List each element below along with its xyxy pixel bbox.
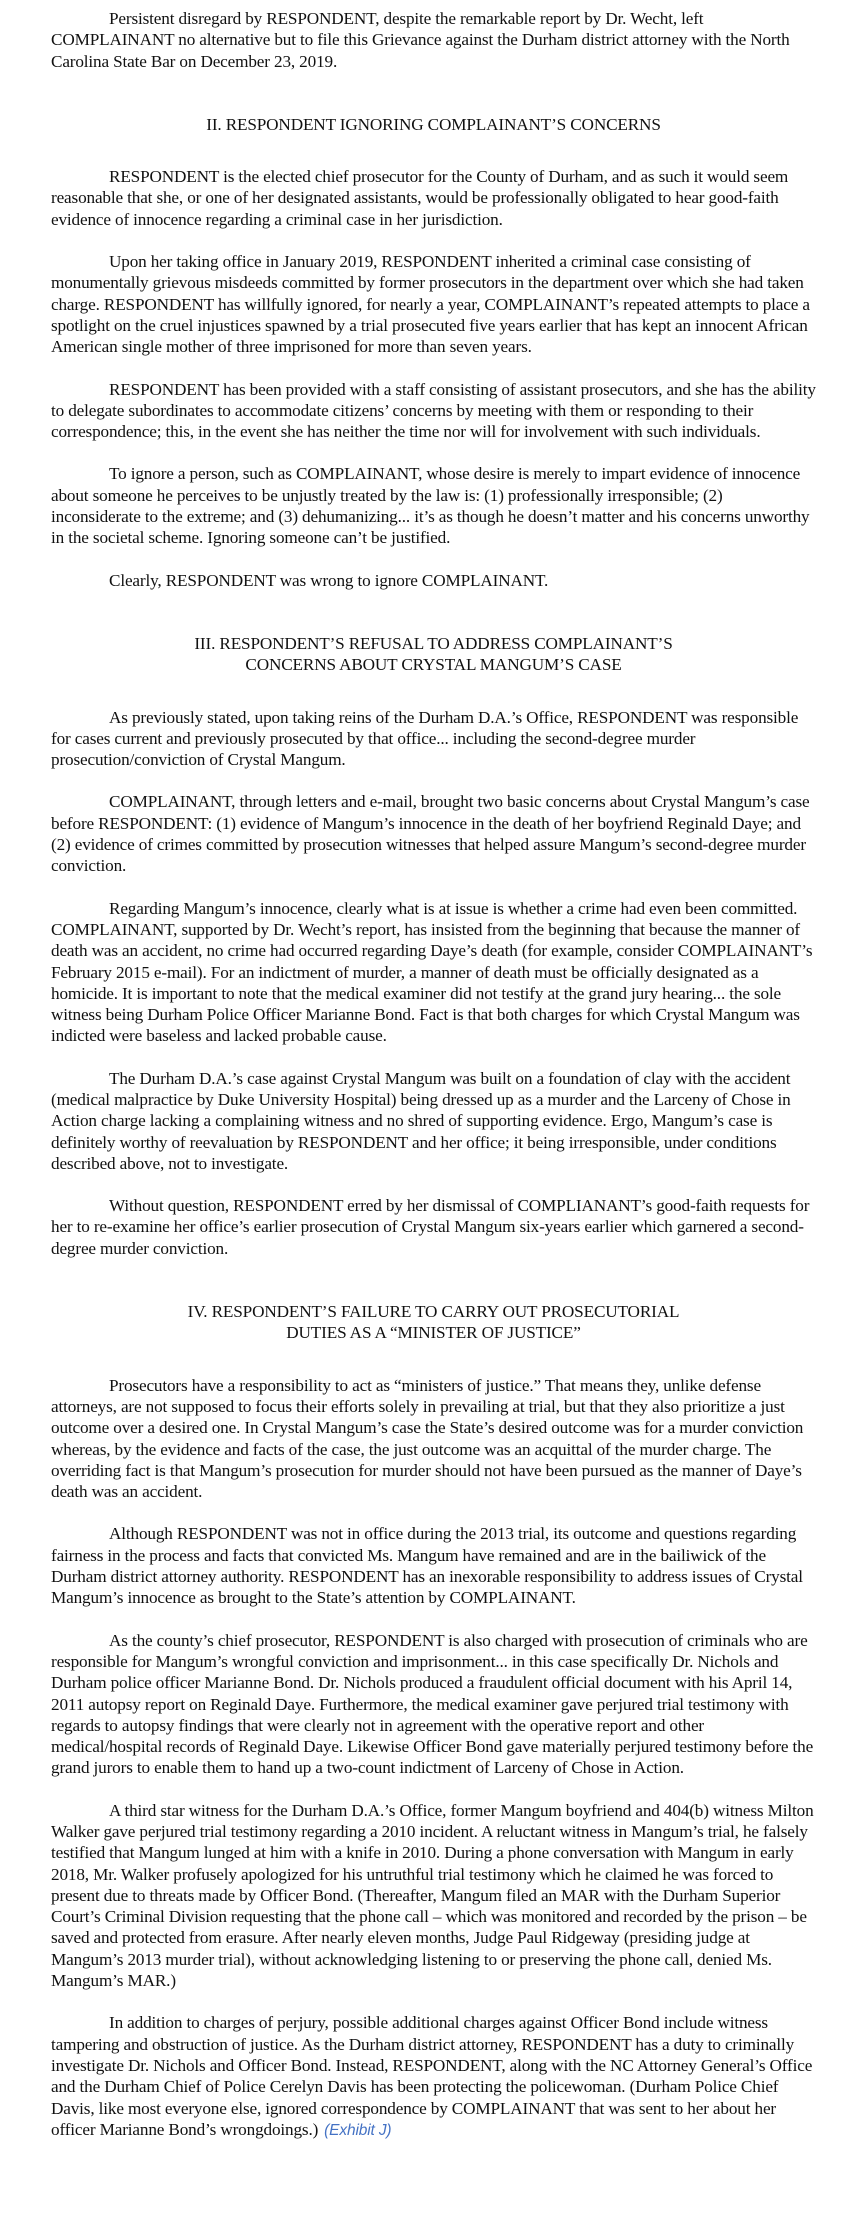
- section-3: [51, 633, 816, 1259]
- final-paragraph: [51, 2012, 816, 2141]
- paragraph: Without question, RESPONDENT erred by her dismissal of COMPLIANANT’s good-faith requests for her to re-examine her office’s earlier prosecution of Crystal Mangum six-years earlier which garnered a second-degree murder conviction.: [51, 1196, 810, 1258]
- paragraph: To ignore a person, such as COMPLAINANT, whose desire is merely to impart evidence of innocence about someone he perceives to be unjustly treated by the law is: (1) professionally irresponsible; (2) inconsiderate to the extreme; and (3) dehumanizing... it’s as though he doesn’t matter and his concerns unworthy in the societal scheme. Ignoring someone can’t be justified.: [51, 464, 810, 548]
- heading-line: II. RESPONDENT IGNORING COMPLAINANT’S CONCERNS: [206, 114, 661, 134]
- heading-line: DUTIES AS A “MINISTER OF JUSTICE”: [286, 1323, 581, 1343]
- heading-line: IV. RESPONDENT’S FAILURE TO CARRY OUT PROSECUTORIAL: [187, 1302, 680, 1322]
- heading-line: CONCERNS ABOUT CRYSTAL MANGUM’S CASE: [245, 655, 622, 675]
- section-2-heading: [51, 114, 816, 135]
- paragraph: Regarding Mangum’s innocence, clearly what is at issue is whether a crime had even been committed. COMPLAINANT, supported by Dr. Wecht’s report, has insisted from the beginning that because the manner of death was an accident, no crime had occurred regarding Daye’s death (for example, consider COMPLAINANT’s February 2015 e-mail). For an indictment of murder, a manner of death must be officially designated as a homicide. It is important to note that the medical examiner did not testify at the grand jury hearing... the sole witness being Durham Police Officer Marianne Bond. Fact is that both charges for which Crystal Mangum was indicted were baseless and lacked probable cause.: [51, 898, 813, 1046]
- paragraph: As previously stated, upon taking reins of the Durham D.A.’s Office, RESPONDENT was responsible for cases current and previously prosecuted by that office... including the second-degree murder prosecution/conviction of Crystal Mangum.: [51, 707, 799, 770]
- section-4-heading: [51, 1301, 816, 1344]
- section-4: [51, 1301, 816, 2141]
- section-2: [51, 114, 816, 591]
- paragraph: RESPONDENT is the elected chief prosecutor for the County of Durham, and as such it would seem reasonable that she, or one of her designated assistants, would be professionally obligated to hear good-faith evidence of innocence regarding a criminal case in her jurisdiction.: [51, 167, 789, 229]
- intro-paragraph: Persistent disregard by RESPONDENT, despite the remarkable report by Dr. Wecht, left COMPLAINANT no alternative but to file this Grievance against the Durham district attorney with the North Carolina State Bar on December 23, 2019.: [51, 9, 790, 71]
- paragraph: The Durham D.A.’s case against Crystal Mangum was built on a foundation of clay with the accident (medical malpractice by Duke University Hospital) being dressed up as a murder and the Larceny of Chose in Action charge lacking a complaining witness and no shred of supporting evidence. Ergo, Mangum’s case is definitely worthy of reevaluation by RESPONDENT and her office; it being irresponsible, under conditions described above, not to investigate.: [51, 1068, 791, 1173]
- paragraph: Clearly, RESPONDENT was wrong to ignore COMPLAINANT.: [109, 570, 549, 590]
- paragraph: Although RESPONDENT was not in office during the 2013 trial, its outcome and questions regarding fairness in the process and facts that convicted Ms. Mangum have remained and are in the bailiwick of the Durham district attorney authority. RESPONDENT has an inexorable responsibility to address issues of Crystal Mangum’s innocence as brought to the State’s attention by COMPLAINANT.: [51, 1524, 803, 1608]
- paragraph: Prosecutors have a responsibility to act as “ministers of justice.” That means they, unlike defense attorneys, are not supposed to focus their efforts solely in prevailing at trial, but that they also prioritize a just outcome over a desired one. In Crystal Mangum’s case the State’s desired outcome was for a murder conviction whereas, by the evidence and facts of the case, the just outcome was an acquittal of the murder charge. The overriding fact is that Mangum’s prosecution for murder should not have been pursued as the manner of Daye’s death was an accident.: [51, 1375, 804, 1502]
- paragraph: A third star witness for the Durham D.A.’s Office, former Mangum boyfriend and 404(b) witness Milton Walker gave perjured trial testimony regarding a 2010 incident. A reluctant witness in Mangum’s trial, he falsely testified that Mangum lunged at him with a knife in 2010. During a phone conversation with Mangum in early 2018, Mr. Walker profusely apologized for his untruthful trial testimony which he claimed he was forced to present due to threats made by Officer Bond. (Thereafter, Mangum filed an MAR with the Durham Superior Court’s Criminal Division requesting that the phone call – which was monitored and recorded by the prison – be saved and protected from erasure. After nearly eleven months, Judge Paul Ridgeway (presiding judge at Mangum’s 2013 murder trial), without acknowledging listening to or preserving the phone call, denied Ms. Mangum’s MAR.): [51, 1800, 814, 1991]
- paragraph: Upon her taking office in January 2019, RESPONDENT inherited a criminal case consisting of monumentally grievous misdeeds committed by former prosecutors in the department over which she had taken charge. RESPONDENT has willfully ignored, for nearly a year, COMPLAINANT’s repeated attempts to place a spotlight on the cruel injustices spawned by a trial prosecuted five years earlier that has kept an innocent African American single mother of three imprisoned for more than seven years.: [51, 252, 810, 357]
- heading-line: III. RESPONDENT’S REFUSAL TO ADDRESS COMPLAINANT’S: [194, 633, 673, 653]
- final-paragraph-text: In addition to charges of perjury, possible additional charges against Officer Bond include witness tampering and obstruction of justice. As the Durham district attorney, RESPONDENT has a duty to criminally investigate Dr. Nichols and Officer Bond. Instead, RESPONDENT, along with the NC Attorney General’s Office and the Durham Chief of Police Cerelyn Davis has been protecting the policewoman. (Durham Police Chief Davis, like most everyone else, ignored correspondence by COMPLAINANT that was sent to her about her officer Marianne Bond’s wrongdoings.): [51, 2013, 813, 2139]
- section-3-heading: [51, 633, 816, 676]
- exhibit-j-link[interactable]: (Exhibit J): [324, 2121, 392, 2139]
- paragraph: As the county’s chief prosecutor, RESPONDENT is also charged with prosecution of criminals who are responsible for Mangum’s wrongful conviction and imprisonment... in this case specifically Dr. Nichols and Durham police officer Marianne Bond. Dr. Nichols produced a fraudulent official document with his April 14, 2011 autopsy report on Reginald Daye. Furthermore, the medical examiner gave perjured trial testimony with regards to autopsy findings that were clearly not in agreement with the operative report and other medical/hospital records of Reginald Daye. Likewise Officer Bond gave materially perjured testimony before the grand jurors to enable them to hand up a two-count indictment of Larceny of Chose in Action.: [51, 1630, 814, 1778]
- paragraph: COMPLAINANT, through letters and e-mail, brought two basic concerns about Crystal Mangum’s case before RESPONDENT: (1) evidence of Mangum’s innocence in the death of her boyfriend Reginald Daye; and (2) evidence of crimes committed by prosecution witnesses that helped assure Mangum’s second-degree murder conviction.: [51, 792, 810, 876]
- paragraph: RESPONDENT has been provided with a staff consisting of assistant prosecutors, and she has the ability to delegate subordinates to accommodate citizens’ concerns by meeting with them or responding to their correspondence; this, in the event she has neither the time nor will for involvement with such individuals.: [51, 379, 816, 442]
